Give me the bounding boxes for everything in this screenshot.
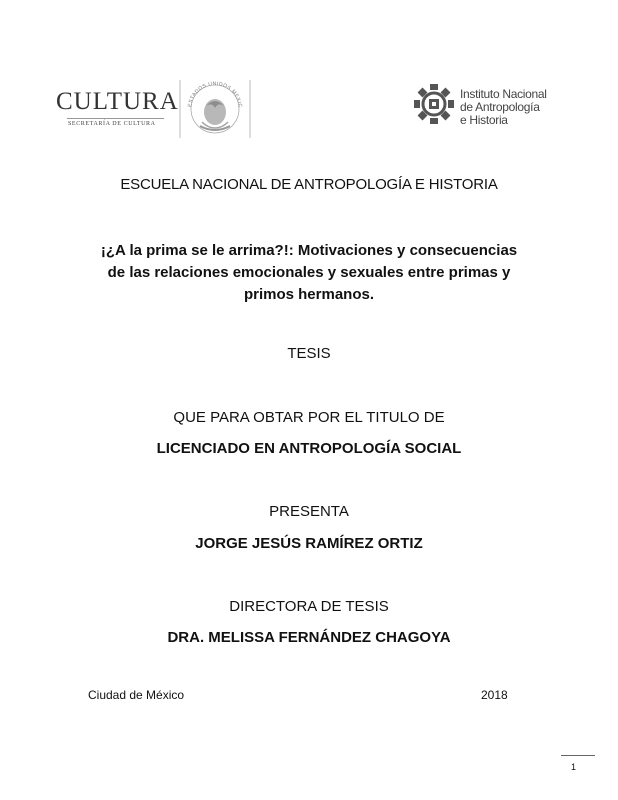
inah-logo-line-1: Instituto Nacional bbox=[460, 87, 547, 101]
tesis-label: TESIS bbox=[287, 345, 331, 362]
thesis-title-line-2: de las relaciones emocionales y sexuales entre primas y bbox=[107, 264, 511, 281]
school-name: ESCUELA NACIONAL DE ANTROPOLOGÍA E HISTORIA bbox=[120, 176, 498, 193]
director-name: DRA. MELISSA FERNÁNDEZ CHAGOYA bbox=[167, 629, 451, 646]
inah-logo-text bbox=[460, 88, 547, 127]
seal-ring-text: ESTADOS UNIDOS MEXIC bbox=[187, 80, 244, 109]
presenta-label: PRESENTA bbox=[269, 503, 349, 520]
page-number-rule bbox=[561, 755, 595, 756]
thesis-title-line-1: ¡¿A la prima se le arrima?!: Motivaciones y consecuencias bbox=[100, 242, 518, 259]
degree-title: LICENCIADO EN ANTROPOLOGÍA SOCIAL bbox=[156, 440, 462, 457]
degree-intro: QUE PARA OBTAR POR EL TITULO DE bbox=[173, 409, 445, 426]
inah-emblem-icon bbox=[412, 82, 456, 126]
page-number: 1 bbox=[571, 762, 577, 772]
mexican-coat-of-arms-seal-icon bbox=[178, 78, 252, 140]
cultura-logo-subtitle: SECRETARÍA DE CULTURA bbox=[68, 121, 156, 127]
cultura-logo-rule bbox=[67, 118, 164, 119]
inah-logo-line-3: e Historia bbox=[460, 113, 508, 127]
inah-logo-line-2: de Antropología bbox=[460, 100, 540, 114]
cultura-logo-wordmark: CULTURA bbox=[56, 88, 179, 115]
author-name: JORGE JESÚS RAMÍREZ ORTIZ bbox=[195, 535, 423, 552]
thesis-title bbox=[80, 240, 538, 306]
director-label: DIRECTORA DE TESIS bbox=[229, 598, 389, 615]
year: 2018 bbox=[481, 688, 508, 702]
thesis-title-line-3: primos hermanos. bbox=[243, 286, 375, 303]
city: Ciudad de México bbox=[88, 688, 185, 702]
